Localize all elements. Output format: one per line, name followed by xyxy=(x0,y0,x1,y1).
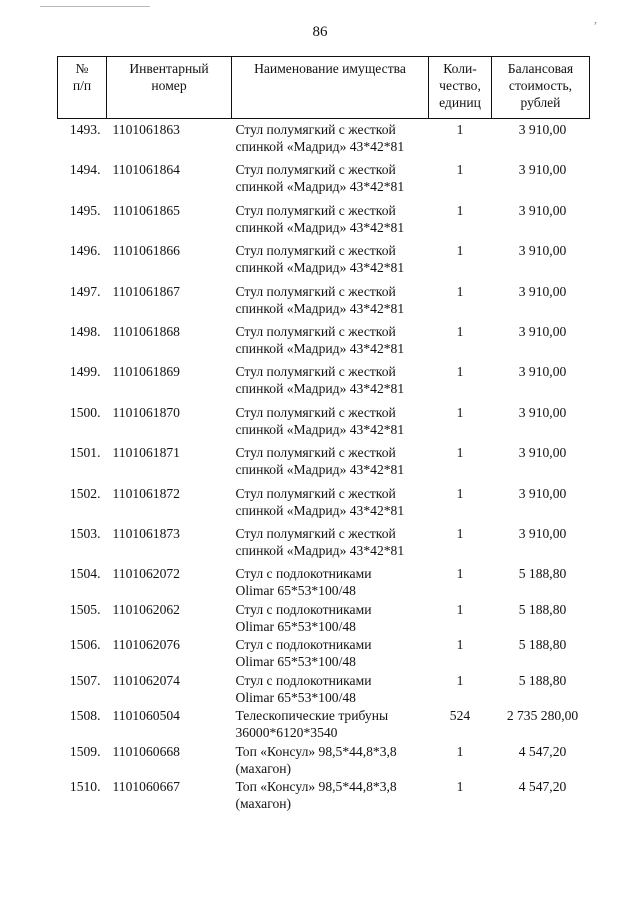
item-name-line: (махагон) xyxy=(235,760,292,776)
table-row xyxy=(58,323,590,363)
inventory-table xyxy=(57,56,590,815)
inventory-number: 1101060667 xyxy=(112,779,180,795)
item-cost: 4 547,20 xyxy=(518,779,567,795)
row-number: 1504. xyxy=(69,566,101,582)
item-quantity: 1 xyxy=(456,445,464,461)
item-name-line: Стул с подлокотниками xyxy=(235,637,372,653)
item-name-line: Стул с подлокотниками xyxy=(235,601,372,617)
header-num: № п/п xyxy=(58,57,107,119)
table-row xyxy=(58,778,590,815)
item-name-line: спинкой «Мадрид» 43*42*81 xyxy=(235,300,405,316)
item-name-line: (махагон) xyxy=(235,796,292,812)
inventory-number: 1101061864 xyxy=(112,162,180,178)
item-name-line: Стул полумягкий с жесткой xyxy=(235,122,396,137)
inventory-number: 1101061868 xyxy=(112,323,180,339)
inventory-number: 1101061869 xyxy=(112,364,180,380)
corner-scan-mark: , xyxy=(594,12,597,26)
item-cost: 5 188,80 xyxy=(518,637,567,653)
inventory-number: 1101062072 xyxy=(112,566,180,582)
item-cost: 3 910,00 xyxy=(518,122,567,137)
table-row xyxy=(58,363,590,403)
item-cost: 5 188,80 xyxy=(518,566,567,582)
row-number: 1494. xyxy=(69,162,101,178)
item-quantity: 1 xyxy=(456,672,464,688)
row-number: 1506. xyxy=(69,637,101,653)
item-name-line: Стул полумягкий с жесткой xyxy=(235,283,396,299)
item-name xyxy=(232,202,429,242)
item-quantity: 1 xyxy=(456,364,464,380)
item-name-line: Стул полумягкий с жесткой xyxy=(235,162,396,178)
item-name xyxy=(232,323,429,363)
item-quantity: 1 xyxy=(456,404,464,420)
row-number: 1505. xyxy=(69,601,101,617)
item-quantity: 1 xyxy=(456,162,464,178)
inventory-number: 1101061872 xyxy=(112,485,180,501)
item-quantity: 1 xyxy=(456,601,464,617)
item-quantity: 1 xyxy=(456,637,464,653)
item-cost: 3 910,00 xyxy=(518,445,567,461)
item-name-line: Стул полумягкий с жесткой xyxy=(235,243,396,259)
inventory-number: 1101061865 xyxy=(112,202,180,218)
row-number: 1507. xyxy=(69,672,101,688)
item-quantity: 1 xyxy=(456,525,464,541)
item-name-line: Olimar 65*53*100/48 xyxy=(235,618,356,634)
row-number: 1503. xyxy=(69,525,101,541)
item-cost: 3 910,00 xyxy=(518,323,567,339)
item-name xyxy=(232,444,429,484)
item-name xyxy=(232,283,429,323)
item-quantity: 1 xyxy=(456,122,464,137)
item-name-line: Стул полумягкий с жесткой xyxy=(235,485,396,501)
inventory-number: 1101061870 xyxy=(112,404,180,420)
item-quantity: 1 xyxy=(456,323,464,339)
item-name-line: Стул полумягкий с жесткой xyxy=(235,202,396,218)
item-name-line: Топ «Консул» 98,5*44,8*3,8 xyxy=(235,779,397,795)
item-cost: 3 910,00 xyxy=(518,162,567,178)
table-row xyxy=(58,283,590,323)
item-name-line: Стул полумягкий с жесткой xyxy=(235,364,396,380)
row-number: 1500. xyxy=(69,404,101,420)
header-name: Наименование имущества xyxy=(232,57,429,119)
inventory-number: 1101061863 xyxy=(112,122,180,137)
item-cost: 3 910,00 xyxy=(518,404,567,420)
item-name-line: Топ «Консул» 98,5*44,8*3,8 xyxy=(235,743,397,759)
table-row xyxy=(58,565,590,601)
item-name xyxy=(232,672,429,708)
table-row xyxy=(58,672,590,708)
row-number: 1501. xyxy=(69,445,101,461)
item-quantity: 1 xyxy=(456,243,464,259)
item-name-line: Стул полумягкий с жесткой xyxy=(235,404,396,420)
table-row xyxy=(58,525,590,565)
item-name-line: спинкой «Мадрид» 43*42*81 xyxy=(235,139,405,154)
item-cost: 3 910,00 xyxy=(518,202,567,218)
item-cost: 3 910,00 xyxy=(518,485,567,501)
inventory-number: 1101060668 xyxy=(112,743,180,759)
item-name xyxy=(232,119,429,162)
item-cost: 2 735 280,00 xyxy=(506,708,579,724)
item-name xyxy=(232,525,429,565)
header-cost: Балансовая стоимость, рублей xyxy=(492,57,590,119)
inventory-number: 1101062074 xyxy=(112,672,180,688)
table-row xyxy=(58,119,590,162)
item-name-line: спинкой «Мадрид» 43*42*81 xyxy=(235,179,405,195)
item-name-line: спинкой «Мадрид» 43*42*81 xyxy=(235,462,405,478)
table-row xyxy=(58,636,590,672)
table-body xyxy=(58,119,590,816)
item-name xyxy=(232,707,429,743)
item-cost: 4 547,20 xyxy=(518,743,567,759)
table-row xyxy=(58,601,590,637)
inventory-number: 1101062062 xyxy=(112,601,180,617)
item-name xyxy=(232,161,429,201)
inventory-number: 1101061867 xyxy=(112,283,180,299)
item-name-line: Стул полумягкий с жесткой xyxy=(235,445,396,461)
item-name-line: Стул полумягкий с жесткой xyxy=(235,525,396,541)
row-number: 1499. xyxy=(69,364,101,380)
table-row xyxy=(58,161,590,201)
item-name-line: спинкой «Мадрид» 43*42*81 xyxy=(235,502,405,518)
item-cost: 3 910,00 xyxy=(518,283,567,299)
item-quantity: 1 xyxy=(456,566,464,582)
item-quantity: 1 xyxy=(456,283,464,299)
table-header-row xyxy=(58,57,590,119)
item-quantity: 524 xyxy=(449,708,471,724)
item-name xyxy=(232,636,429,672)
item-name-line: спинкой «Мадрид» 43*42*81 xyxy=(235,381,405,397)
item-cost: 3 910,00 xyxy=(518,525,567,541)
table-row xyxy=(58,404,590,444)
row-number: 1502. xyxy=(69,485,101,501)
row-number: 1495. xyxy=(69,202,101,218)
item-quantity: 1 xyxy=(456,485,464,501)
item-name xyxy=(232,363,429,403)
item-name-line: Olimar 65*53*100/48 xyxy=(235,583,356,599)
item-name xyxy=(232,404,429,444)
row-number: 1497. xyxy=(69,283,101,299)
header-inventory: Инвентарный номер xyxy=(107,57,232,119)
row-number: 1496. xyxy=(69,243,101,259)
header-quantity: Коли- чество, единиц xyxy=(429,57,492,119)
item-name-line: спинкой «Мадрид» 43*42*81 xyxy=(235,542,405,558)
inventory-number: 1101061871 xyxy=(112,445,180,461)
row-number: 1493. xyxy=(69,122,101,137)
item-cost: 5 188,80 xyxy=(518,672,567,688)
item-quantity: 1 xyxy=(456,202,464,218)
item-name-line: Стул полумягкий с жесткой xyxy=(235,323,396,339)
inventory-number: 1101060504 xyxy=(112,708,180,724)
item-name-line: Olimar 65*53*100/48 xyxy=(235,689,356,705)
item-name xyxy=(232,485,429,525)
item-name-line: Стул с подлокотниками xyxy=(235,672,372,688)
row-number: 1510. xyxy=(69,779,101,795)
item-quantity: 1 xyxy=(456,743,464,759)
item-name xyxy=(232,601,429,637)
item-name-line: 36000*6120*3540 xyxy=(235,725,338,741)
item-name-line: Стул с подлокотниками xyxy=(235,566,372,582)
table-row xyxy=(58,242,590,282)
inventory-number: 1101061866 xyxy=(112,243,180,259)
inventory-number: 1101062076 xyxy=(112,637,180,653)
item-cost: 3 910,00 xyxy=(518,243,567,259)
item-name-line: спинкой «Мадрид» 43*42*81 xyxy=(235,340,405,356)
row-number: 1498. xyxy=(69,323,101,339)
item-quantity: 1 xyxy=(456,779,464,795)
page-number: 86 xyxy=(312,24,328,40)
table-row xyxy=(58,202,590,242)
item-name-line: спинкой «Мадрид» 43*42*81 xyxy=(235,421,405,437)
item-name xyxy=(232,778,429,815)
row-number: 1508. xyxy=(69,708,101,724)
item-name xyxy=(232,242,429,282)
item-name xyxy=(232,565,429,601)
item-name xyxy=(232,743,429,779)
table-row xyxy=(58,707,590,743)
table-row xyxy=(58,485,590,525)
item-cost: 5 188,80 xyxy=(518,601,567,617)
item-name-line: спинкой «Мадрид» 43*42*81 xyxy=(235,219,405,235)
item-name-line: спинкой «Мадрид» 43*42*81 xyxy=(235,260,405,276)
top-scan-mark xyxy=(40,6,150,7)
row-number: 1509. xyxy=(69,743,101,759)
item-cost: 3 910,00 xyxy=(518,364,567,380)
item-name-line: Olimar 65*53*100/48 xyxy=(235,654,356,670)
table-row xyxy=(58,743,590,779)
item-name-line: Телескопические трибуны xyxy=(235,708,389,724)
table-row xyxy=(58,444,590,484)
inventory-number: 1101061873 xyxy=(112,525,180,541)
